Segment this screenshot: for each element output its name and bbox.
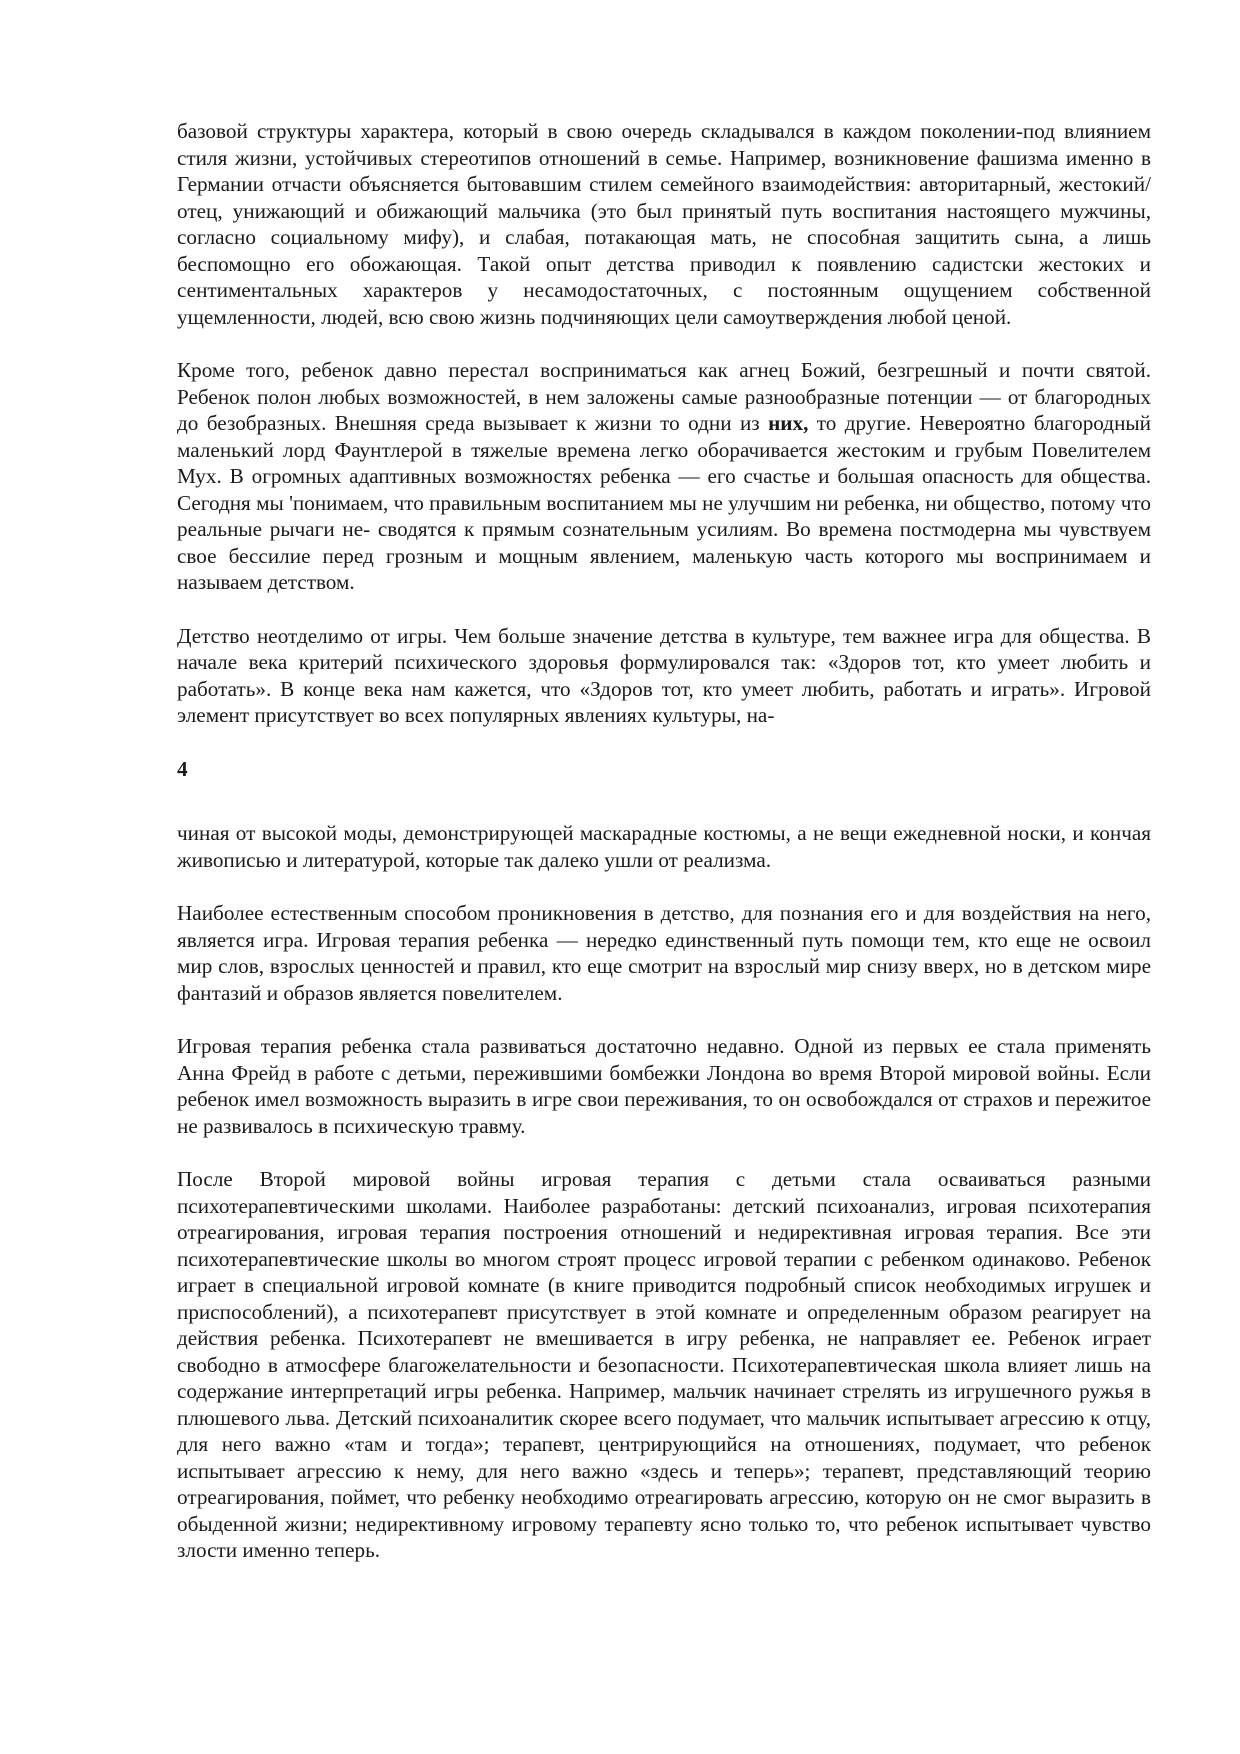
paragraph-child-possibilities	[177, 357, 1151, 596]
paragraph-character-structure: базовой структуры характера, который в свою очередь складывался в каждом поколении-под влиянием стиля жизни, устойчивых стереотипов отношений в семье. Например, возникновение фашизма именно в Германии отчасти объясняется бытовавшим стилем семейного взаимодействия: авторитарный, жестокий/ отец, унижающий и обижающий мальчика (это был принятый путь воспитания настоящего мужчины, согласно социальному мифу), и слабая, потакающая мать, не способная защитить сына, а лишь беспомощно его обожающая. Такой опыт детства приводил к появлению садистски жестоких и сентиментальных характеров у несамодостаточных, с постоянным ощущением собственной ущемленности, людей, всю свою жизнь подчиняющих цели самоутверждения любой ценой.	[177, 119, 1151, 329]
paragraph-child-possibilities-part1: Кроме того, ребенок давно перестал восприниматься как агнец Божий, безгрешный и почти святой. Ребенок полон любых возможностей, в нем заложены самые разнообразные потенции — от благородных до безобразных. Внешняя среда вызывает к жизни то одни из	[177, 358, 1151, 435]
document-page	[177, 118, 1151, 1564]
paragraph-child-possibilities-part2: то другие. Невероятно благородный маленький лорд Фаунтлерой в тяжелые времена легко оборачивается жестоким и грубым Повелителем Мух. В огромных адаптивных возможностях ребенка — его счастье и большая опасность для общества. Сегодня мы 'понимаем, что правильным воспитанием мы не улучшим ни ребенка, ни общество, потому что реальные рычаги не- сводятся к прямым сознательным усилиям. Во времена постмодерна мы чувствуем свое бессилие перед грозным и мощным явлением, маленькую часть которого мы воспринимаем и называем детством.	[177, 411, 1151, 594]
paragraph-high-fashion: чиная от высокой моды, демонстрирующей маскарадные костюмы, а не вещи ежедневной носки, и кончая живописью и литературой, которые так далеко ушли от реализма.	[177, 821, 1151, 872]
paragraph-childhood-and-play: Детство неотделимо от игры. Чем больше значение детства в культуре, тем важнее игра для общества. В начале века критерий психического здоровья формулировался так: «Здоров тот, кто умеет любить и работать». В конце века нам кажется, что «Здоров тот, кто умеет любить, работать и играть». Игровой элемент присутствует во всех популярных явлениях культуры, на-	[177, 623, 1151, 727]
paragraph-therapy-schools: После Второй мировой войны игровая терапия с детьми стала осваиваться разными психотерапевтическими школами. Наиболее разработаны: детский психоанализ, игровая психотерапия отреагирования, игровая терапия построения отношений и недирективная игровая терапия. Все эти психотерапевтические школы во многом строят процесс игровой терапии с ребенком одинаково. Ребенок играет в специальной игровой комнате (в книге приводится подробный список необходимых игрушек и приспособлений), а психотерапевт присутствует в этой комнате и определенным образом реагирует на действия ребенка. Психотерапевт не вмешивается в игру ребенка, не направляет ее. Ребенок играет свободно в атмосфере благожелательности и безопасности. Психотерапевтическая школа влияет лишь на содержание интерпретаций игры ребенка. Например, мальчик начинает стрелять из игрушечного ружья в плюшевого льва. Детский психоаналитик скорее всего подумает, что мальчик испытывает агрессию к отцу, для него важно «там и тогда»; терапевт, центрирующийся на отношениях, подумает, что ребенок испытывает агрессию к нему, для него важно «здесь и теперь»; терапевт, представляющий теорию отреагирования, поймет, что ребенку необходимо отреагировать агрессию, которую он не смог выразить в обыденной жизни; недирективному игровому терапевту ясно только то, что ребенок испытывает чувство злости именно теперь.	[177, 1167, 1151, 1562]
page-number: 4	[177, 756, 188, 781]
paragraph-play-therapy-history: Игровая терапия ребенка стала развиваться достаточно недавно. Одной из первых ее стала применять Анна Фрейд в работе с детьми, пережившими бомбежки Лондона во время Второй мировой войны. Если ребенок имел возможность выразить в игре свои переживания, то он освобождался от страхов и пережитое не развивалось в психическую травму.	[177, 1034, 1151, 1138]
paragraph-child-possibilities-bold: них,	[768, 411, 809, 435]
paragraph-play-as-path: Наиболее естественным способом проникновения в детство, для познания его и для воздействия на него, является игра. Игровая терапия ребенка — нередко единственный путь помощи тем, кто еще не освоил мир слов, взрослых ценностей и правил, кто еще смотрит на взрослый мир снизу вверх, но в детском мире фантазий и образов является повелителем.	[177, 901, 1151, 1005]
